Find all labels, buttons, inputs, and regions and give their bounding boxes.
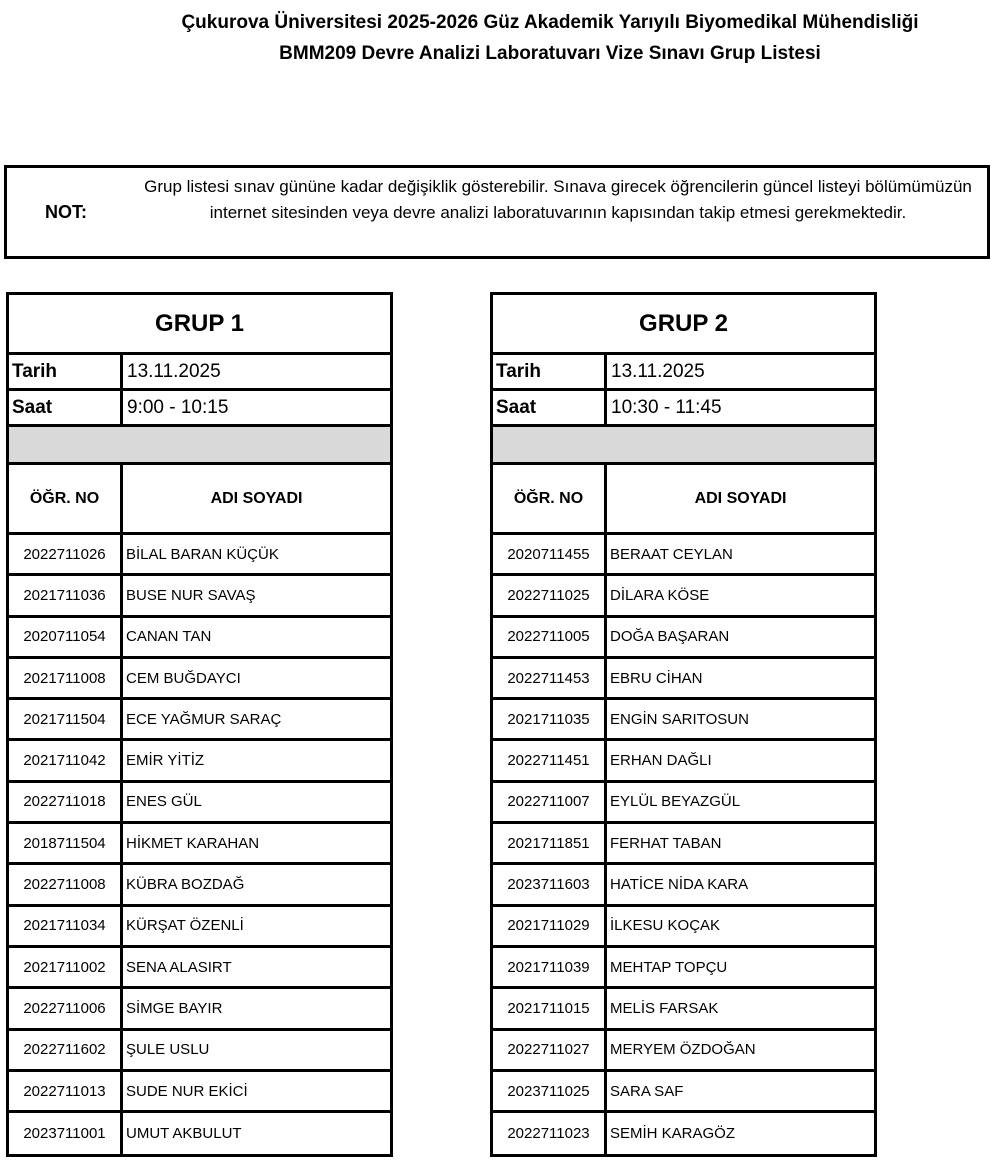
student-name-cell: DİLARA KÖSE (610, 586, 710, 604)
table-row (493, 659, 874, 700)
table-row (493, 783, 874, 824)
student-name-cell: EYLÜL BEYAZGÜL (610, 793, 741, 811)
student-no-cell: 2022711025 (493, 576, 607, 614)
student-no-cell: 2022711005 (493, 618, 607, 656)
student-no-cell: 2021711029 (493, 907, 607, 945)
table-row (493, 907, 874, 948)
table-row (9, 948, 390, 989)
table-row (493, 1031, 874, 1072)
table-row (493, 741, 874, 782)
student-name-cell: EBRU CİHAN (610, 669, 703, 687)
student-no-cell: 2021711036 (9, 576, 123, 614)
student-no-cell: 2023711001 (9, 1113, 123, 1154)
table-row (9, 576, 390, 617)
date-value: 13.11.2025 (611, 360, 705, 382)
student-no-cell: 2021711851 (493, 824, 607, 862)
date-value: 13.11.2025 (127, 360, 221, 382)
student-name-cell: HATİCE NİDA KARA (610, 876, 749, 894)
student-no-cell: 2021711002 (9, 948, 123, 986)
table-row (493, 948, 874, 989)
separator-band (9, 427, 390, 465)
table-row (493, 824, 874, 865)
table-row (9, 989, 390, 1030)
student-name-cell: BİLAL BARAN KÜÇÜK (126, 545, 279, 563)
date-label: Tarih (493, 355, 607, 388)
table-row (493, 700, 874, 741)
time-value: 10:30 - 11:45 (611, 396, 722, 418)
table-row (9, 907, 390, 948)
column-header-row (493, 465, 874, 535)
date-label: Tarih (9, 355, 123, 388)
column-header-student-no: ÖĞR. NO (493, 465, 607, 532)
column-header-name: ADI SOYADI (210, 489, 303, 507)
student-name-cell: ECE YAĞMUR SARAÇ (126, 710, 282, 728)
student-no-cell: 2022711018 (9, 783, 123, 821)
student-name-cell: UMUT AKBULUT (126, 1125, 242, 1143)
column-header-row (9, 465, 390, 535)
time-row (9, 391, 390, 427)
note-box (4, 165, 990, 259)
separator-band (493, 427, 874, 465)
group-title: GRUP 1 (9, 295, 390, 355)
table-row (9, 659, 390, 700)
student-name-cell: ERHAN DAĞLI (610, 752, 712, 770)
student-no-cell: 2022711023 (493, 1113, 607, 1154)
table-row (9, 1072, 390, 1113)
time-label: Saat (9, 391, 123, 424)
student-name-cell: FERHAT TABAN (610, 834, 722, 852)
table-row (493, 576, 874, 617)
student-name-cell: ENGİN SARITOSUN (610, 710, 749, 728)
student-no-cell: 2021711039 (493, 948, 607, 986)
student-no-cell: 2018711504 (9, 824, 123, 862)
time-value: 9:00 - 10:15 (127, 396, 229, 418)
time-label: Saat (493, 391, 607, 424)
student-no-cell: 2022711451 (493, 741, 607, 779)
student-name-cell: EMİR YİTİZ (126, 752, 205, 770)
table-row (9, 700, 390, 741)
student-no-cell: 2022711453 (493, 659, 607, 697)
student-name-cell: BERAAT CEYLAN (610, 545, 733, 563)
table-row (493, 1113, 874, 1154)
table-row (493, 618, 874, 659)
student-name-cell: SENA ALASIRT (126, 958, 232, 976)
table-row (493, 989, 874, 1030)
student-no-cell: 2022711026 (9, 535, 123, 573)
student-no-cell: 2022711027 (493, 1031, 607, 1069)
student-no-cell: 2022711013 (9, 1072, 123, 1110)
table-row (493, 535, 874, 576)
student-name-cell: KÜRŞAT ÖZENLİ (126, 917, 244, 935)
student-no-cell: 2022711006 (9, 989, 123, 1027)
table-row (493, 1072, 874, 1113)
note-label: NOT: (45, 202, 87, 222)
student-name-cell: ENES GÜL (126, 793, 202, 811)
student-no-cell: 2022711007 (493, 783, 607, 821)
date-row (9, 355, 390, 391)
student-name-cell: BUSE NUR SAVAŞ (126, 586, 256, 604)
student-no-cell: 2022711008 (9, 865, 123, 903)
student-no-cell: 2020711455 (493, 535, 607, 573)
student-no-cell: 2021711015 (493, 989, 607, 1027)
table-row (9, 1031, 390, 1072)
document-title-line2: BMM209 Devre Analizi Laboratuvarı Vize Sınavı Grup Listesi (279, 43, 821, 64)
student-no-cell: 2021711035 (493, 700, 607, 738)
column-header-name: ADI SOYADI (694, 489, 787, 507)
student-name-cell: MEHTAP TOPÇU (610, 958, 728, 976)
table-row (493, 865, 874, 906)
student-name-cell: İLKESU KOÇAK (610, 917, 721, 935)
student-name-cell: SİMGE BAYIR (126, 999, 223, 1017)
student-name-cell: SUDE NUR EKİCİ (126, 1082, 248, 1100)
table-row (9, 865, 390, 906)
time-row (493, 391, 874, 427)
document-title-line1: Çukurova Üniversitesi 2025-2026 Güz Akademik Yarıyılı Biyomedikal Mühendisliği (181, 12, 919, 33)
student-name-cell: SEMİH KARAGÖZ (610, 1125, 736, 1143)
table-row (9, 618, 390, 659)
student-name-cell: KÜBRA BOZDAĞ (126, 876, 245, 894)
table-row (9, 783, 390, 824)
student-no-cell: 2022711602 (9, 1031, 123, 1069)
student-name-cell: DOĞA BAŞARAN (610, 628, 730, 646)
column-header-student-no: ÖĞR. NO (9, 465, 123, 532)
student-name-cell: CANAN TAN (126, 628, 212, 646)
student-name-cell: MELİS FARSAK (610, 999, 719, 1017)
table-row (9, 1113, 390, 1154)
group-1-table (6, 292, 393, 1157)
student-no-cell: 2023711025 (493, 1072, 607, 1110)
student-no-cell: 2021711008 (9, 659, 123, 697)
student-name-cell: ŞULE USLU (126, 1041, 210, 1059)
student-no-cell: 2021711042 (9, 741, 123, 779)
note-text: Grup listesi sınav gününe kadar değişiklik gösterebilir. Sınava girecek öğrencilerin güncel listeyi bölümümüzün internet sitesinden veya devre analizi laboratuvarının kapısından takip etmesi gerekmektedir. (144, 177, 972, 222)
table-row (9, 741, 390, 782)
group-title: GRUP 2 (493, 295, 874, 355)
student-no-cell: 2021711034 (9, 907, 123, 945)
student-no-cell: 2020711054 (9, 618, 123, 656)
student-no-cell: 2021711504 (9, 700, 123, 738)
student-name-cell: SARA SAF (610, 1082, 684, 1100)
student-name-cell: CEM BUĞDAYCI (126, 669, 241, 687)
date-row (493, 355, 874, 391)
table-row (9, 535, 390, 576)
student-name-cell: HİKMET KARAHAN (126, 834, 260, 852)
table-row (9, 824, 390, 865)
student-no-cell: 2023711603 (493, 865, 607, 903)
group-2-table (490, 292, 877, 1157)
student-name-cell: MERYEM ÖZDOĞAN (610, 1041, 756, 1059)
